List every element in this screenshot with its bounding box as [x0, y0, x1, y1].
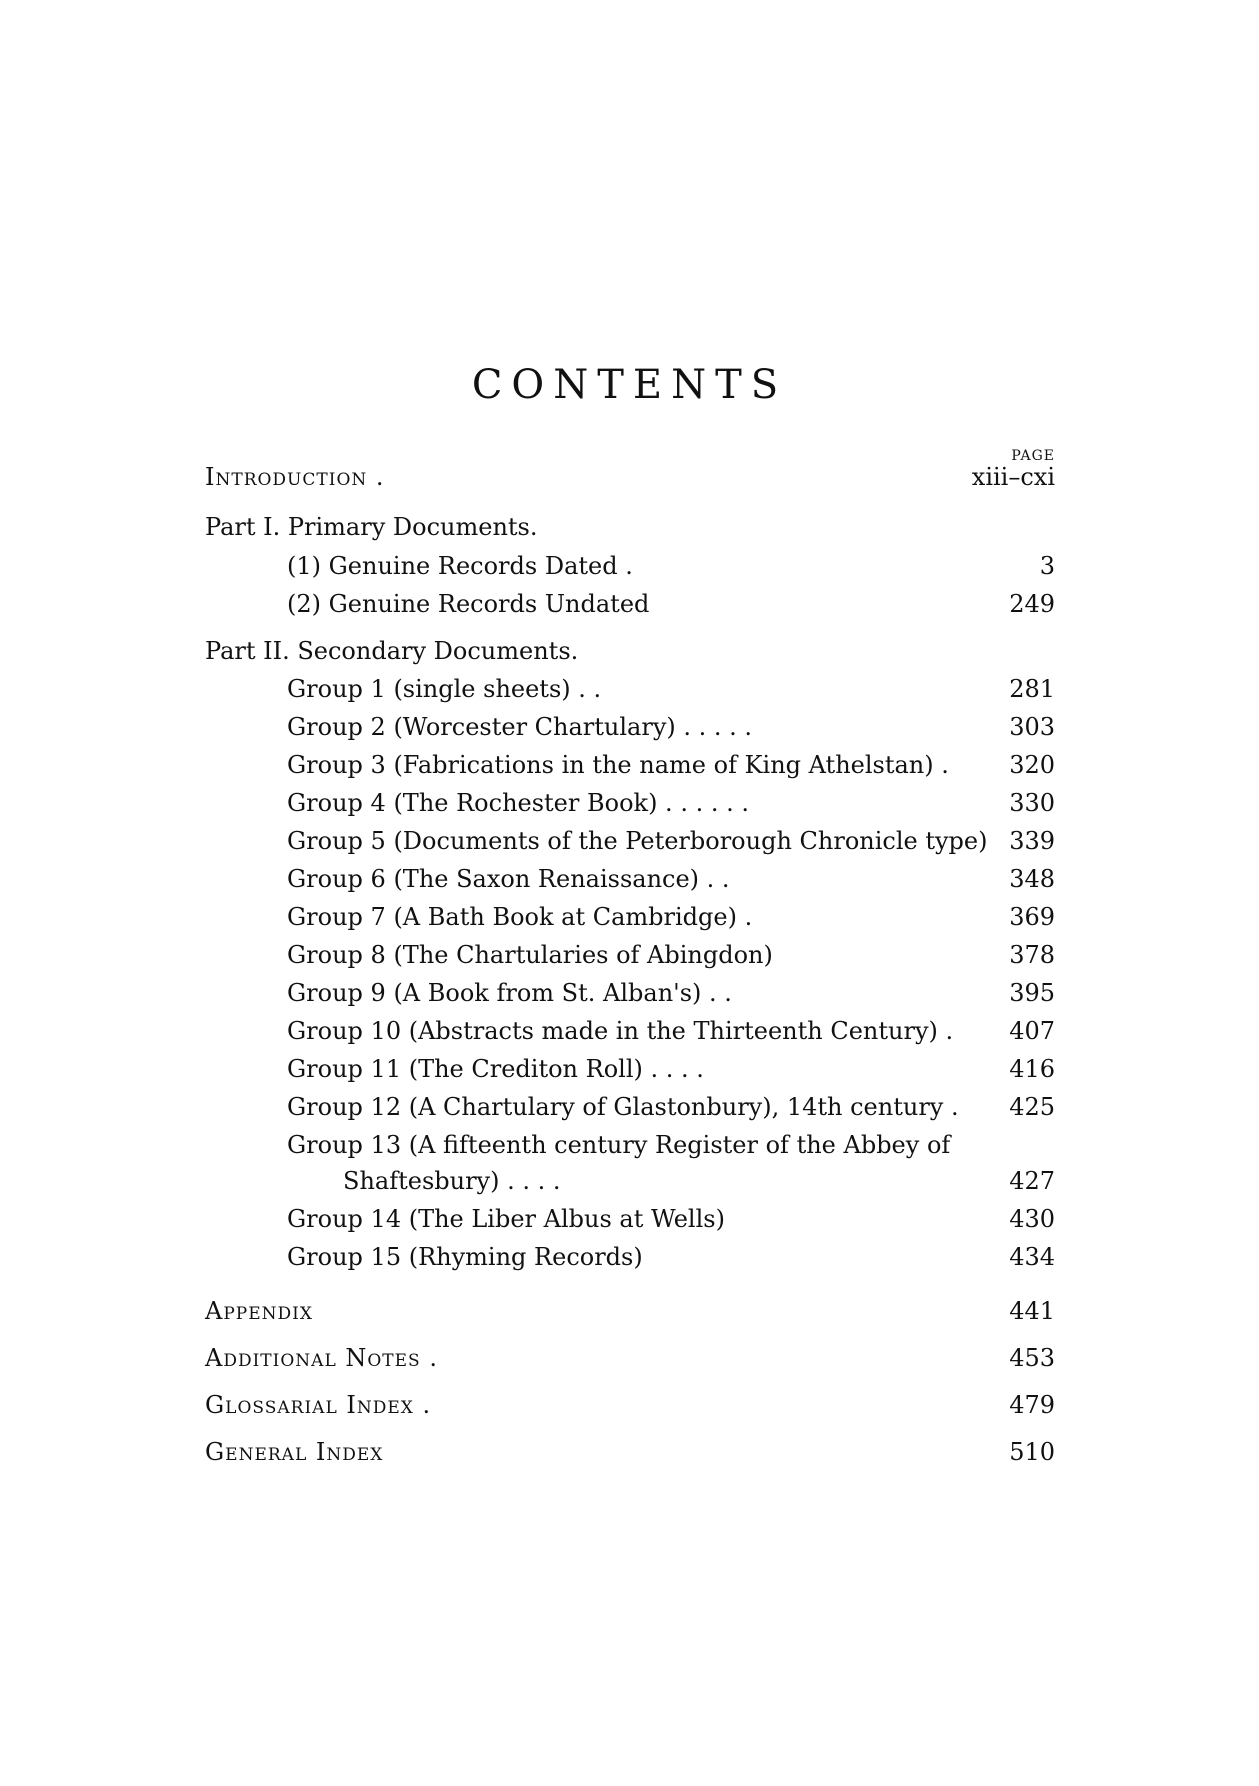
toc-entry-label: Group 13 (A fifteenth century Register of the Abbey of	[287, 1131, 951, 1159]
toc-entry-label: Group 12 (A Chartulary of Glastonbury), 14th century .	[287, 1093, 959, 1121]
toc-entry-label: Group 8 (The Chartularies of Abingdon)	[287, 941, 773, 969]
toc-entry-label: Group 10 (Abstracts made in the Thirteenth Century) .	[287, 1017, 954, 1045]
toc-entry-glossarial-index	[205, 1388, 1055, 1422]
toc-entry	[205, 1128, 1055, 1162]
toc-entry-label: Part I. Primary Documents.	[205, 513, 538, 541]
toc-entry-label: Group 14 (The Liber Albus at Wells)	[287, 1205, 725, 1233]
toc-entry-page: 430	[1009, 1205, 1055, 1233]
toc-entry	[205, 938, 1055, 972]
toc-entry-page: 416	[1009, 1055, 1055, 1083]
toc-entry	[205, 748, 1055, 782]
toc-entry-page: 249	[1009, 590, 1055, 618]
toc-entry-label: General Index	[205, 1438, 384, 1466]
toc-entry-page: 434	[1009, 1243, 1055, 1271]
toc-entry	[205, 1052, 1055, 1086]
toc-entry-label: Group 11 (The Crediton Roll) . . . .	[287, 1055, 704, 1083]
toc-entry	[205, 824, 1055, 858]
toc-entry-introduction	[205, 460, 1055, 494]
toc-entry	[205, 1014, 1055, 1048]
toc-entry-label: Introduction .	[205, 463, 385, 491]
toc-entry-label: Additional Notes .	[205, 1344, 438, 1372]
toc-entry-page: 339	[1009, 827, 1055, 855]
toc-entry-page: 453	[1009, 1344, 1055, 1372]
toc-entry-label: Group 3 (Fabrications in the name of King Athelstan) .	[287, 751, 949, 779]
toc-entry	[205, 786, 1055, 820]
toc-entry-label: Group 4 (The Rochester Book) . . . . . .	[287, 789, 749, 817]
toc-entry-page: 427	[1009, 1167, 1055, 1195]
toc-entry	[205, 710, 1055, 744]
toc-entry-general-index	[205, 1435, 1055, 1469]
toc-entry-label: Group 2 (Worcester Chartulary) . . . . .	[287, 713, 753, 741]
toc-entry-page: 348	[1009, 865, 1055, 893]
toc-entry-page: 441	[1009, 1297, 1055, 1325]
toc-entry-continuation	[205, 1164, 1055, 1198]
toc-entry	[205, 862, 1055, 896]
toc-entry-page: 510	[1009, 1438, 1055, 1466]
toc-entry	[205, 549, 1055, 583]
toc-entry	[205, 976, 1055, 1010]
toc-entry-label: (2) Genuine Records Undated	[287, 590, 650, 618]
toc-entry-page: 425	[1009, 1093, 1055, 1121]
toc-entry-page: 3	[1039, 552, 1055, 580]
toc-entry-additional-notes	[205, 1341, 1055, 1375]
toc-entry-label: Group 6 (The Saxon Renaissance) . .	[287, 865, 730, 893]
toc-entry-label: Glossarial Index .	[205, 1391, 432, 1419]
toc-entry	[205, 1090, 1055, 1124]
toc-entry-label: Part II. Secondary Documents.	[205, 637, 579, 665]
toc-entry-label: Shaftesbury) . . . .	[343, 1167, 561, 1195]
toc-entry	[205, 1202, 1055, 1236]
toc-part-heading	[205, 634, 1055, 668]
toc-entry	[205, 900, 1055, 934]
toc-entry-page: 407	[1009, 1017, 1055, 1045]
toc-entry-page: 320	[1009, 751, 1055, 779]
toc-entry-label: Group 5 (Documents of the Peterborough Chronicle type)	[287, 827, 988, 855]
page-title: CONTENTS	[471, 362, 788, 408]
toc-entry-page: 330	[1009, 789, 1055, 817]
toc-entry-appendix	[205, 1294, 1055, 1328]
toc-entry-label: Group 7 (A Bath Book at Cambridge) .	[287, 903, 753, 931]
toc-entry-page: 378	[1009, 941, 1055, 969]
toc-entry-page: xiii–cxi	[971, 463, 1055, 491]
toc-entry-page: 369	[1009, 903, 1055, 931]
toc-entry-label: Group 9 (A Book from St. Alban's) . .	[287, 979, 732, 1007]
toc-entry-label: (1) Genuine Records Dated .	[287, 552, 633, 580]
page-column-header: PAGE	[1011, 448, 1055, 464]
toc-entry-page: 303	[1009, 713, 1055, 741]
toc-entry	[205, 1240, 1055, 1274]
toc-entry-label: Group 15 (Rhyming Records)	[287, 1243, 643, 1271]
toc-entry-page: 395	[1009, 979, 1055, 1007]
toc-entry-page: 479	[1009, 1391, 1055, 1419]
toc-entry-label: Group 1 (single sheets) . .	[287, 675, 602, 703]
toc-entry-page: 281	[1009, 675, 1055, 703]
toc-entry	[205, 672, 1055, 706]
toc-part-heading	[205, 510, 1055, 544]
toc-entry	[205, 587, 1055, 621]
toc-entry-label: Appendix	[205, 1297, 313, 1325]
